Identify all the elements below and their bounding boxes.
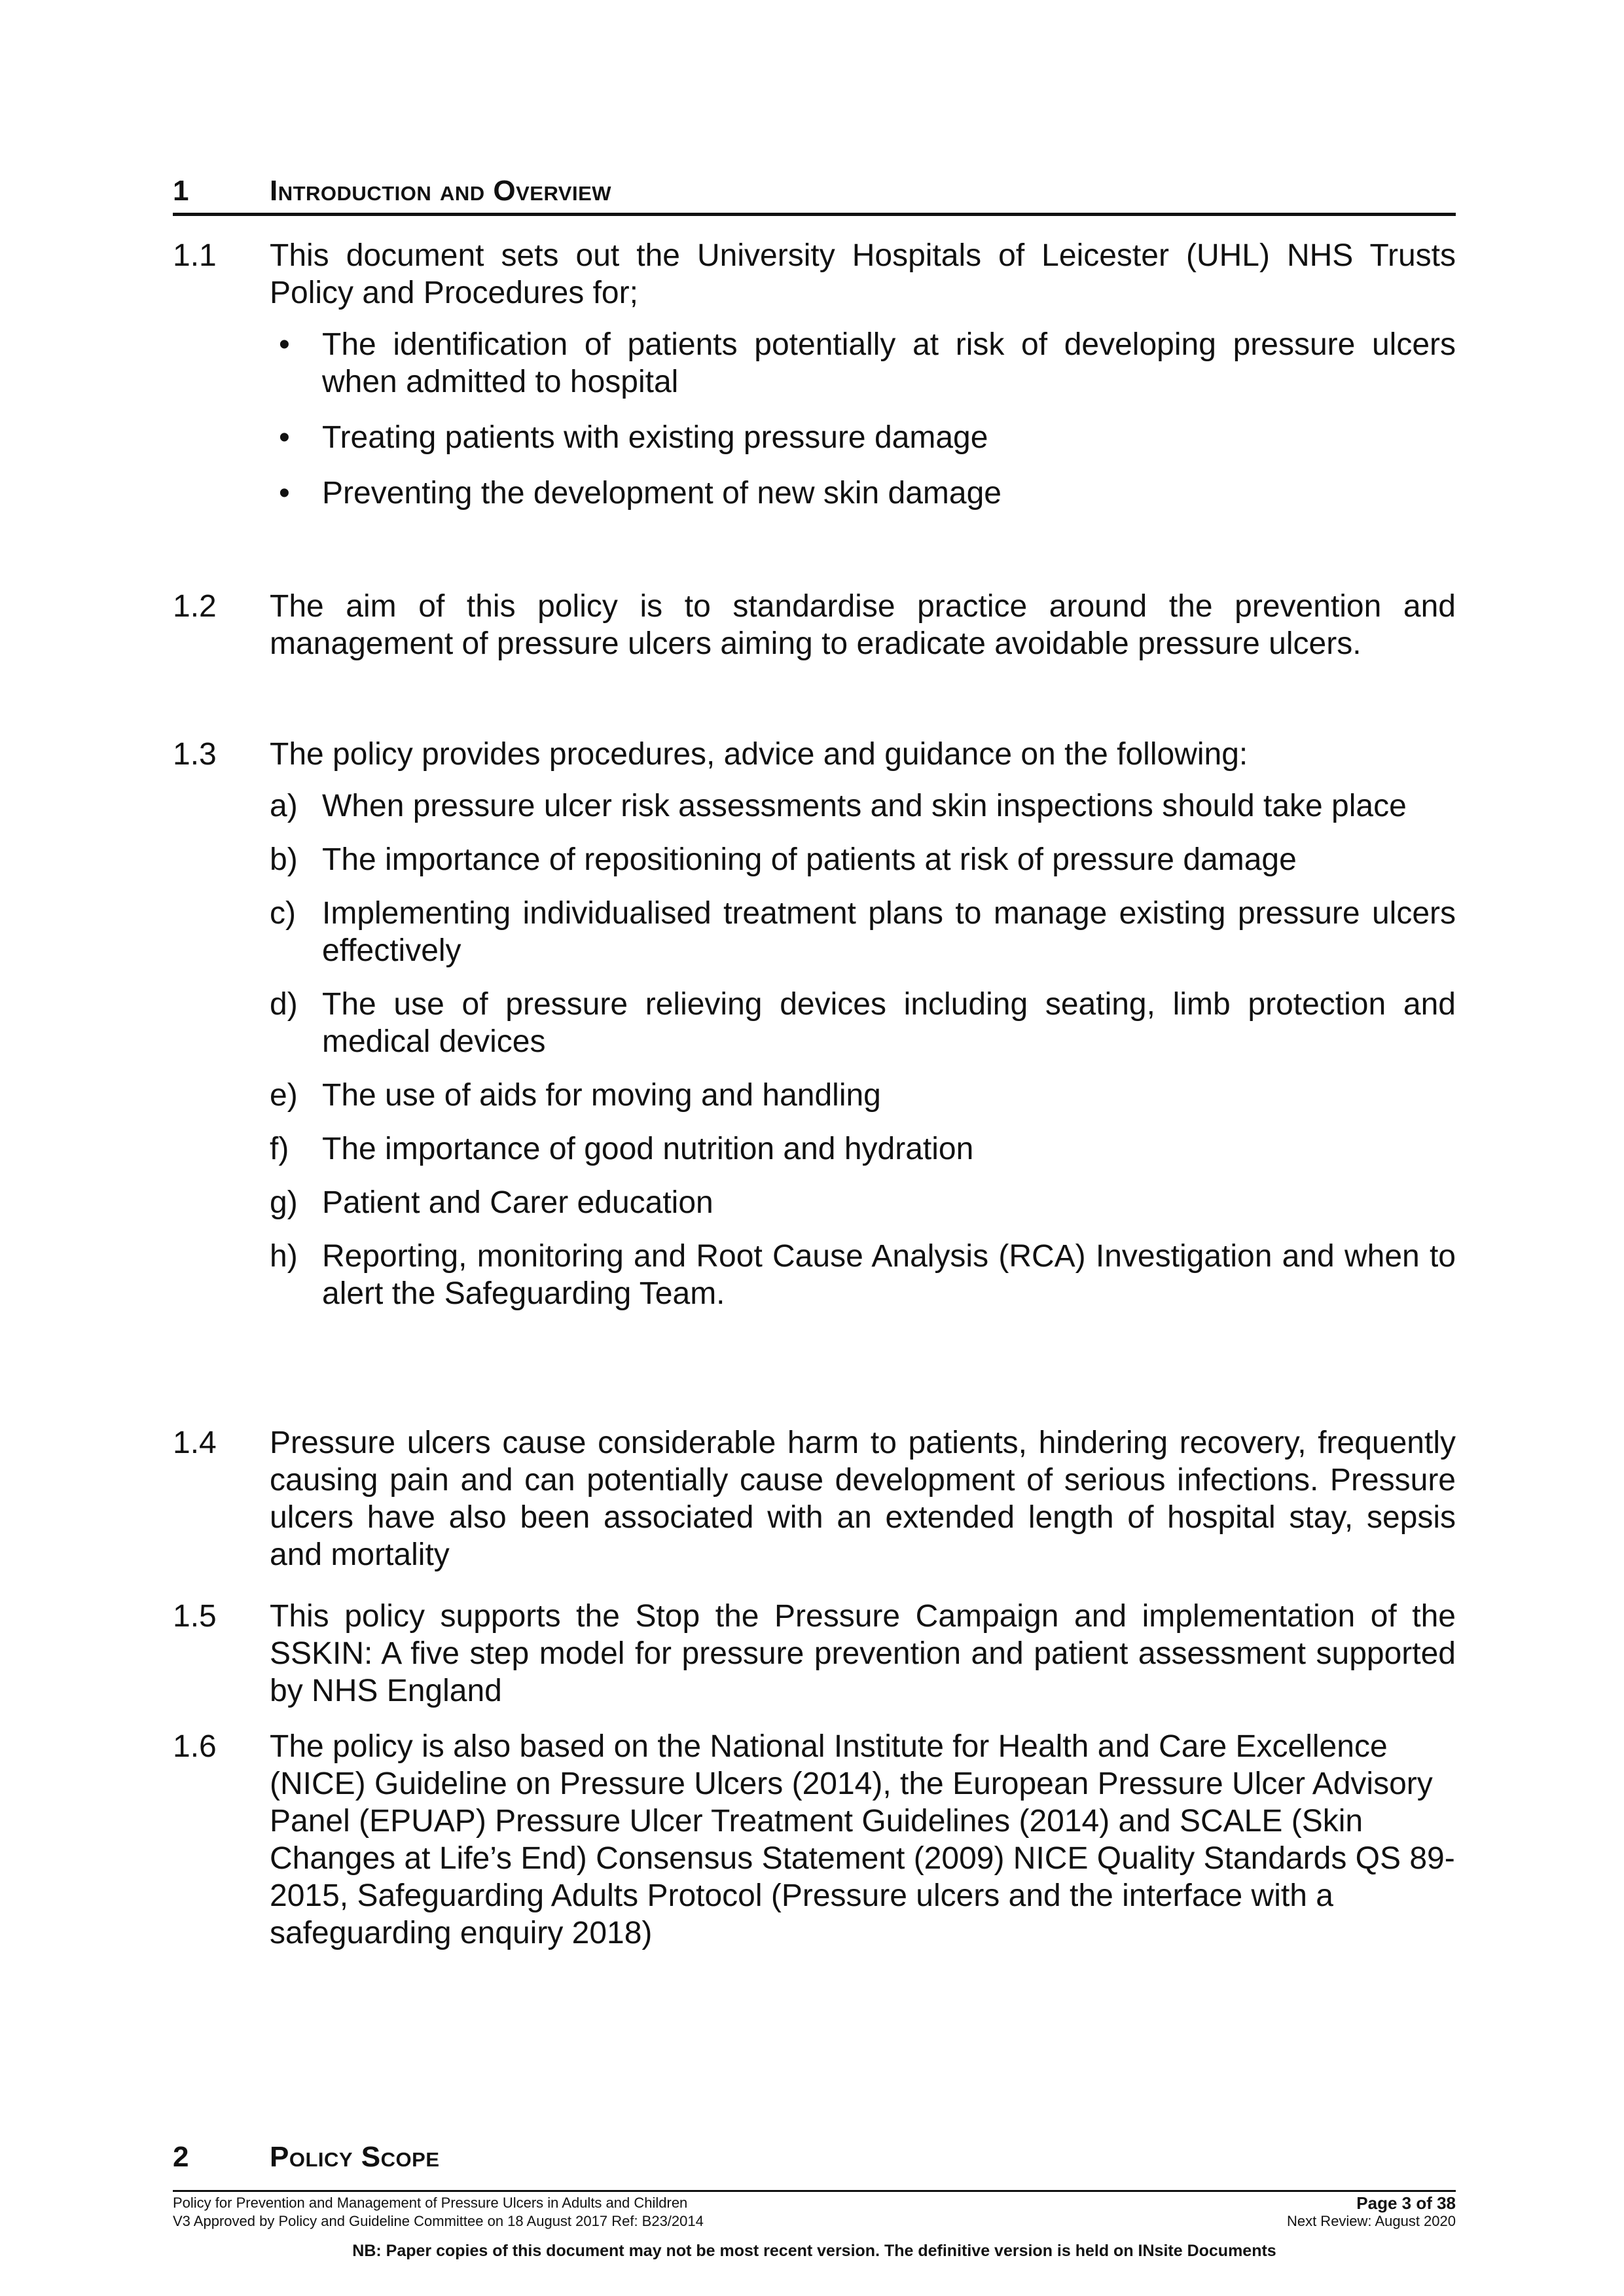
paragraph-1-5 (173, 1598, 1456, 1710)
lettered-list (270, 787, 1456, 1312)
list-item: e) The use of aids for moving and handling (270, 1078, 881, 1113)
section-2-heading (173, 2140, 1456, 2179)
footer-document-title: Policy for Prevention and Management of Pressure Ulcers in Adults and Children (173, 2195, 688, 2211)
list-item: • The identification of patients potentially at risk of developing pressure ulcers when admitted to hospital (279, 327, 1456, 399)
footer-approval: V3 Approved by Policy and Guideline Committee on 18 August 2017 Ref: B23/2014 (173, 2213, 704, 2229)
paragraph-text: The aim of this policy is to standardise practice around the prevention and management of pressure ulcers aiming to eradicate avoidable pressure ulcers. (270, 589, 1456, 661)
list-item: a) When pressure ulcer risk assessments and skin inspections should take place (270, 789, 1407, 823)
paragraph-number: 1.2 (173, 589, 217, 624)
section-1-heading (173, 174, 1456, 216)
section-title: Introduction and Overview (270, 175, 611, 207)
bullet-icon: • (279, 476, 290, 511)
paragraph-text: This document sets out the University Hospitals of Leicester (UHL) NHS Trusts Policy and Procedures for; (270, 238, 1456, 310)
paragraph-1-4 (173, 1424, 1456, 1573)
section-number: 2 (173, 2141, 189, 2173)
paragraph-1-2 (173, 588, 1456, 662)
list-item: h) Reporting, monitoring and Root Cause Analysis (RCA) Investigation and when to alert the Safeguarding Team. (270, 1239, 1456, 1311)
list-item: g) Patient and Carer education (270, 1185, 713, 1220)
paragraph-text: The policy is also based on the National Institute for Health and Care Excellence (NICE) Guideline on Pressure Ulcers (2014), the European Pressure Ulcer Advisory Panel (EPUAP) Pressure Ulcer Treatment Guidelines (2014) and SCALE (Skin Changes at Life’s End) Consensus Statement (2009) NICE Quality Standards QS 89-2015, Safeguarding Adults Protocol (Pressure ulcers and the interface with a safeguarding enquiry 2018) (270, 1729, 1455, 1950)
paragraph-number: 1.5 (173, 1599, 217, 1634)
list-item: b) The importance of repositioning of patients at risk of pressure damage (270, 842, 1297, 877)
bullet-icon: • (279, 420, 290, 455)
paragraph-text: This policy supports the Stop the Pressure Campaign and implementation of the SSKIN: A five step model for pressure prevention and patient assessment supported by NHS England (270, 1599, 1456, 1708)
bullet-list (270, 326, 1456, 512)
list-item: d) The use of pressure relieving devices including seating, limb protection and medical devices (270, 987, 1456, 1059)
paragraph-1-6 (173, 1728, 1456, 1952)
bullet-icon: • (279, 327, 290, 362)
page-number: Page 3 of 38 (1356, 2193, 1456, 2213)
paragraph-number: 1.4 (173, 1426, 217, 1460)
footer-next-review: Next Review: August 2020 (1286, 2213, 1456, 2229)
footer-divider (173, 2190, 1456, 2192)
list-item: f) The importance of good nutrition and hydration (270, 1132, 974, 1166)
paragraph-1-1 (173, 237, 1456, 530)
list-item: • Treating patients with existing pressure damage (279, 420, 988, 455)
page-footer (173, 2194, 1456, 2231)
list-item: c) Implementing individualised treatment plans to manage existing pressure ulcers effectively (270, 896, 1456, 968)
section-title: Policy Scope (270, 2141, 440, 2173)
section-number: 1 (173, 175, 189, 207)
paragraph-number: 1.3 (173, 737, 217, 772)
paragraph-number: 1.6 (173, 1729, 217, 1764)
paragraph-number: 1.1 (173, 238, 217, 273)
paragraph-text: Pressure ulcers cause considerable harm to patients, hindering recovery, frequently causing pain and can potentially cause development of serious infections. Pressure ulcers have also been associated with an extended length of hospital stay, sepsis and mortality (270, 1426, 1456, 1572)
footer-notice: NB: Paper copies of this document may not be most recent version. The definitive version is held on INsite Documents (352, 2242, 1276, 2260)
paragraph-1-3 (173, 736, 1456, 1329)
list-item: • Preventing the development of new skin damage (279, 476, 1001, 511)
paragraph-text: The policy provides procedures, advice and guidance on the following: (270, 737, 1248, 772)
